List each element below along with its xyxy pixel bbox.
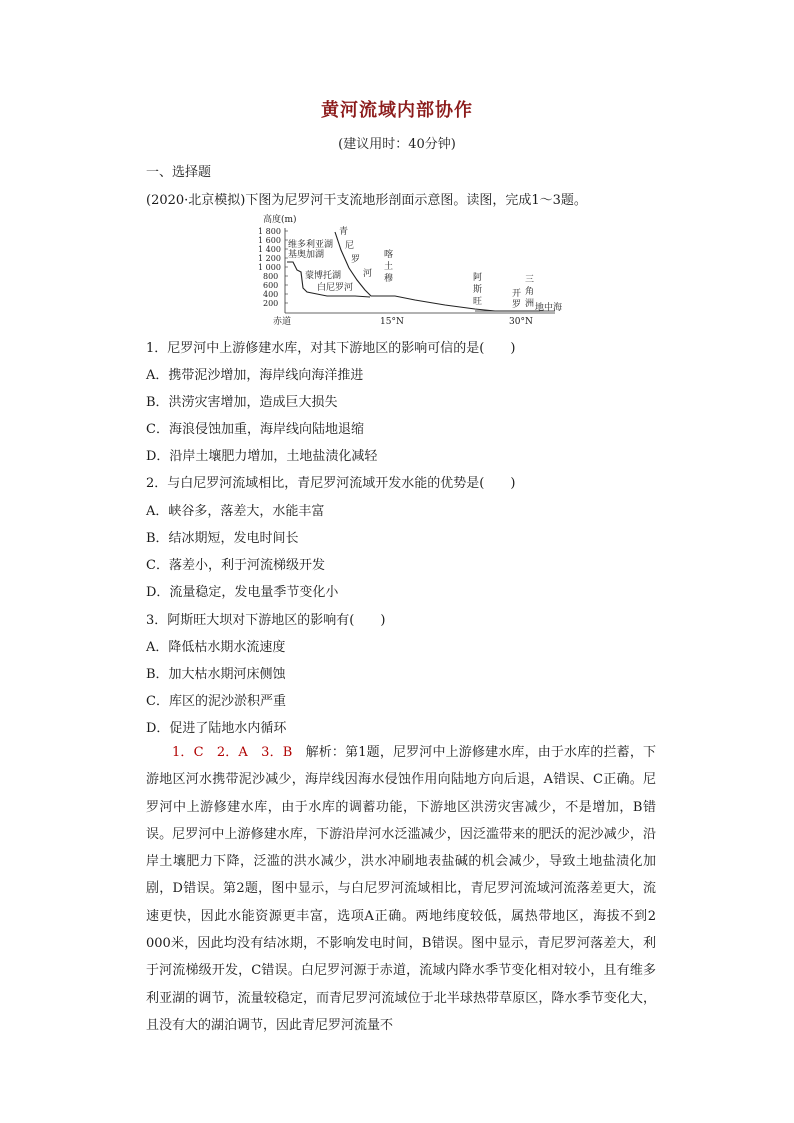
question-2-stem: 2．与白尼罗河流域相比，青尼罗河流域开发水能的优势是( ) xyxy=(146,476,516,491)
question-3-option-c: C．库区的泥沙淤积严重 xyxy=(146,694,286,709)
y-tick: 1 000 xyxy=(258,263,281,272)
nile-profile-figure xyxy=(255,210,575,330)
question-1-option-c: C．海浪侵蚀加重，海岸线向陆地退缩 xyxy=(146,422,364,437)
y-tick: 1 800 xyxy=(258,227,281,236)
y-tick: 1 600 xyxy=(258,236,281,245)
question-2-option-c: C．落差小，利于河流梯级开发 xyxy=(146,558,325,573)
page-title: 黄河流域内部协作 xyxy=(321,100,473,121)
label-delta-1: 三 xyxy=(525,275,535,285)
y-ticks xyxy=(258,227,281,308)
question-1-option-a: A．携带泥沙增加，海岸线向海洋推进 xyxy=(146,368,364,383)
x-tick: 30°N xyxy=(509,317,533,327)
label-blue-nile-3: 罗 xyxy=(351,255,361,265)
x-tick: 15°N xyxy=(380,317,404,327)
label-white-nile: 白尼罗河 xyxy=(317,283,354,293)
label-blue-nile-2: 尼 xyxy=(345,241,355,251)
y-tick: 1 400 xyxy=(258,245,281,254)
y-tick: 400 xyxy=(263,290,279,299)
label-aswan-1: 阿 xyxy=(473,273,483,283)
question-3-option-a: A．降低枯水期水流速度 xyxy=(146,640,286,655)
question-3-option-d: D．促进了陆地水内循环 xyxy=(146,721,287,736)
page-subtitle: (建议用时：40分钟) xyxy=(338,137,456,152)
y-tick: 200 xyxy=(263,299,279,308)
label-delta-2: 角 xyxy=(525,287,535,297)
question-2-option-b: B．结冰期短，发电时间长 xyxy=(146,531,299,546)
question-3-stem: 3．阿斯旺大坝对下游地区的影响有( ) xyxy=(146,613,386,628)
question-1-stem: 1．尼罗河中上游修建水库，对其下游地区的影响可信的是( ) xyxy=(146,341,516,356)
y-tick: 1 200 xyxy=(258,254,281,263)
explanation-text: 解析：第1题，尼罗河中上游修建水库，由于水库的拦蓄，下游地区河水携带泥沙减少，海岸线因海水侵蚀作用向陆地方向后退，A错误、C正确。尼罗河中上游修建水库，由于水库的调蓄功能，下游地区洪涝灾害减少，不是增加，B错误。尼罗河中上游修建水库，下游沿岸河水泛滥减少，因泛滥带来的肥沃的泥沙减少，沿岸土壤肥力下降，泛滥的洪水减少，洪水冲刷地表盐碱的机会减少，导致土地盐渍化加剧，D错误。第2题，图中显示，与白尼罗河流域相比，青尼罗河流域河流落差更大，流速更快，因此水能资源更丰富，选项A正确。两地纬度较低，属热带地区，海拔不到2 000米，因此均没有结冰期，不影响发电时间，B错误。图中显示，青尼罗河落差大，利于河流梯级开发，C错误。白尼罗河源于赤道，流域内降水季节变化相对较小，且有维多利亚湖的调节，流量较稳定，而青尼罗河流域位于北半球热带草原区，降水季节变化大，且没有大的湖泊调节，因此青尼罗河流量不 xyxy=(146,745,656,1033)
label-cairo-2: 罗 xyxy=(512,300,522,310)
answer-key: 1．C 2．A 3．B xyxy=(172,745,293,760)
label-blue-nile-1: 青 xyxy=(339,227,349,237)
question-3-option-b: B．加大枯水期河床侧蚀 xyxy=(146,667,286,682)
answer-explanation xyxy=(146,739,656,1039)
label-aswan-3: 旺 xyxy=(473,297,483,307)
label-blue-nile-4: 河 xyxy=(363,269,373,279)
label-mediterranean: 地中海 xyxy=(535,303,563,313)
question-1-option-d: D．沿岸土壤肥力增加，土地盐渍化减轻 xyxy=(146,449,378,464)
y-tick: 800 xyxy=(263,272,279,281)
label-khartoum-1: 喀 xyxy=(384,250,394,260)
label-kyoga: 基奥加湖 xyxy=(288,250,325,260)
question-2-option-d: D．流量稳定，发电量季节变化小 xyxy=(146,585,339,600)
label-delta-3: 洲 xyxy=(525,299,535,309)
label-cairo-1: 开 xyxy=(512,289,522,299)
section-heading: 一、选择题 xyxy=(146,165,212,180)
label-khartoum-2: 土 xyxy=(384,262,394,272)
question-2-option-a: A．峡谷多，落差大，水能丰富 xyxy=(146,504,325,519)
label-mobutu: 蒙博托湖 xyxy=(305,271,342,281)
label-lake-victoria: 维多利亚湖 xyxy=(288,240,334,250)
x-tick: 赤道 xyxy=(273,317,292,327)
question-1-option-b: B．洪涝灾害增加，造成巨大损失 xyxy=(146,395,338,410)
y-axis-title: 高度(m) xyxy=(263,215,297,225)
label-aswan-2: 斯 xyxy=(473,285,483,295)
label-khartoum-3: 穆 xyxy=(384,274,394,284)
question-intro: (2020·北京模拟)下图为尼罗河干支流地形剖面示意图。读图，完成1～3题。 xyxy=(146,193,587,208)
y-tick: 600 xyxy=(263,281,279,290)
